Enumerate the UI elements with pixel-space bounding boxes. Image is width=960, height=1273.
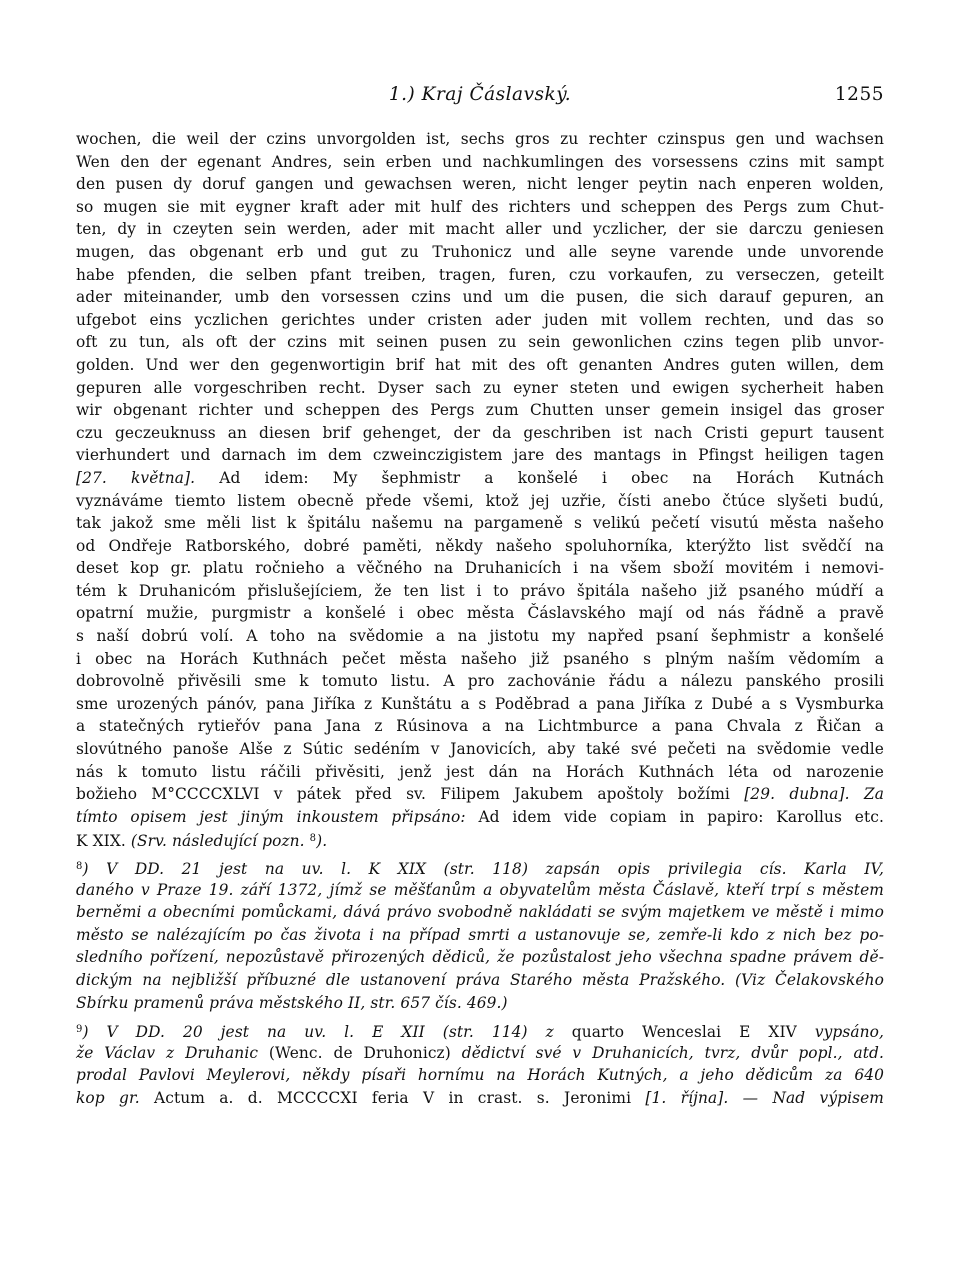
text-run: habe pfenden, die selben pfant treiben, tragen, furen, czu vorkaufen, zu verseczen, geteilt <box>76 265 884 284</box>
text-run: vierhundert und darnach im dem czweinczigistem jare des mantags in Pfingst heiligen tagen <box>76 446 884 465</box>
running-title: 1.) Kraj Čáslavský. <box>388 84 572 105</box>
footnote-mark: 8 <box>76 861 83 872</box>
text-run: oft zu tun, als oft der czins mit seinen pusen zu sein gewonlichen czins tegen plib unvor- <box>76 333 884 352</box>
text-line <box>76 761 884 784</box>
running-header <box>76 84 884 112</box>
text-line <box>76 557 884 580</box>
footnote-line <box>76 1019 884 1042</box>
text-line <box>76 738 884 761</box>
text-run: a statečných rytieřóv pana Jana z Rúsinova a na Lichtmburce a pana Chvala z Řičan a <box>76 717 884 736</box>
text-run: ader miteinander, umb den vorsessen czins und um die pusen, die sich darauf gepuren, an <box>76 288 884 307</box>
text-run: wochen, die weil der czins unvorgolden ist, sechs gros zu rechter czinspus gen und wachsen <box>76 130 884 148</box>
text-line <box>76 806 884 829</box>
text-run: tém k Druhanicóm přislušejíciem, že ten list i to právo špitála našeho již psaného múdří a <box>76 581 884 600</box>
text-run: so mugen sie mit eygner kraft ader mit hulf des richters und scheppen des Pergs zum Chut- <box>76 197 884 216</box>
text-run: Ad idem vide copiam in papiro: Karollus etc. <box>465 807 884 826</box>
footnote-mark: 9 <box>76 1024 83 1036</box>
text-line <box>76 648 884 671</box>
italic-run: daného v Praze 19. září 1372, jímž se měšťanům a obyvatelům města Čáslavě, kteří trpí s městem <box>76 880 884 899</box>
document-page <box>76 84 884 1110</box>
footnote-line <box>76 879 884 902</box>
text-run: Wen den der egenant Andres, sein erben und nachkumlingen des vorsessens czins mit sampt <box>76 152 884 171</box>
italic-run: berněmi a obecními pomůckami, dává právo svobodně nakládati se svým majetkem ve městě i mimo <box>76 903 884 922</box>
footnote-line <box>76 969 884 992</box>
text-line <box>76 399 884 422</box>
text-line <box>76 354 884 377</box>
text-run: mugen, das obgenant erb und gut zu Truhonicz und alle seyne varende unde unvorende <box>76 242 884 261</box>
text-run: tak jakož sme měli list k špitálu našemu na pargameně s velikú pečetí visutú města našeho <box>76 514 884 533</box>
text-run: Actum a. d. MCCCCXI feria V in crast. s. Jeronimi <box>139 1088 646 1107</box>
text-line <box>76 128 884 151</box>
text-run: quarto Wenceslai E XIV <box>553 1023 815 1042</box>
text-run: i obec na Horách Kuthnách pečet města našeho již psaného s plným naším vědomím a <box>76 649 884 668</box>
italic-run: tímto opisem jest jiným inkoustem připsáno: <box>76 807 466 826</box>
text-line <box>76 580 884 603</box>
text-run: K XIX. <box>76 832 131 851</box>
text-line <box>76 715 884 738</box>
italic-run: město se nalézajícím po čas života i na případ smrti a ustanovuje se, zemře-li kdo z nich bez po- <box>76 925 884 944</box>
text-run: vyznáváme tiemto listem obecně přede všemi, ktož jej uzřie, čísti anebo čtúce slyšeti budú, <box>76 491 884 510</box>
text-line <box>76 309 884 332</box>
text-line <box>76 512 884 535</box>
text-line <box>76 444 884 467</box>
italic-run: [27. května]. <box>76 468 196 487</box>
text-line <box>76 173 884 196</box>
text-line <box>76 625 884 648</box>
text-line <box>76 490 884 513</box>
text-run: sme urozených pánóv, pana Jiříka z Kunštátu a s Poděbrad a pana Jiříka z Dubé a s Vysmburka <box>76 694 884 713</box>
text-line <box>76 467 884 490</box>
text-line <box>76 422 884 445</box>
italic-run: dědictví své v Druhanicích, tvrz, dvůr popl., atd. <box>461 1043 884 1062</box>
footnote-line <box>76 992 884 1015</box>
text-run: slovútného panoše Alše z Sútic sedéním v Janovicích, aby také své pečeti na svědomie vedle <box>76 740 884 759</box>
italic-run: vypsáno, <box>814 1023 884 1042</box>
text-run: (Wenc. de Druhonicz) <box>258 1043 462 1062</box>
text-run: ten, dy in czeyten sein werden, ader mit macht aller und yczlicher, der sie darczu geniesen <box>76 220 884 239</box>
text-line <box>76 151 884 174</box>
italic-run: [29. dubna]. Za <box>744 785 884 804</box>
text-line <box>76 535 884 558</box>
text-run: ufgebot eins yczlichen gerichtes under cristen ader juden mit vollem rechten, und das so <box>76 310 884 329</box>
text-run: deset kop gr. platu ročnieho a věčného na Druhanicích i na všem sboží movitém i nemovi- <box>76 559 884 578</box>
text-run: Ad idem: My šephmistr a konšelé i obec na Horách Kutnách <box>195 468 884 487</box>
text-line <box>76 377 884 400</box>
text-run: opatrní mužie, purgmistr a konšelé i obec města Čáslavského mají od nás řádně a pravě <box>76 604 884 623</box>
text-line <box>76 670 884 693</box>
text-run: golden. Und wer den gegenwortigin brif hat mit des oft genanten Andres guten willen, dem <box>76 355 884 374</box>
footnote-line <box>76 1064 884 1087</box>
italic-run: ). <box>316 832 328 851</box>
text-line <box>76 196 884 219</box>
text-run: czu geczeuknuss an diesen brif gehenget, der da geschriben ist nach Cristi gepurt tausent <box>76 423 884 442</box>
text-line <box>76 602 884 625</box>
body-text <box>76 128 884 1110</box>
italic-run: [1. října]. — Nad výpisem <box>645 1088 884 1107</box>
italic-run: že Václav z Druhanic <box>76 1043 259 1062</box>
text-run: od Ondřeje Ratborského, dobré paměti, někdy našeho spoluhorníka, kterýžto list svědčí na <box>76 536 884 555</box>
text-run: božieho M°CCCCXLVI v pátek před sv. Filipem Jakubem apoštoly božími <box>76 785 745 804</box>
text-run: wir obgenant richter und scheppen des Pergs zum Chutten unser gemein insigel das groser <box>76 401 884 420</box>
italic-run: prodal Pavlovi Meylerovi, někdy písaři hornímu na Horách Kutných, a jeho dědicům za 640 <box>76 1066 884 1085</box>
text-line <box>76 218 884 241</box>
text-line <box>76 286 884 309</box>
footnote-line <box>76 946 884 969</box>
text-line <box>76 828 884 851</box>
italic-run: Sbírku pramenů práva městského II, str. 657 čís. 469.) <box>76 993 508 1012</box>
text-run: gepuren alle vorgeschriben recht. Dyser sach zu eyner steten und ewigen sycherheit haben <box>76 378 884 397</box>
italic-run: (Srv. následující pozn. <box>130 832 310 851</box>
text-run: nás k tomuto listu ráčili přivěsiti, jenž jest dán na Horách Kuthnách léta od narozenie <box>76 762 884 781</box>
text-run: den pusen dy doruf gangen und gewachsen weren, nicht lenger peytin nach enperen wolden, <box>76 175 884 194</box>
footnote-line <box>76 1087 884 1110</box>
text-line <box>76 264 884 287</box>
page-number: 1255 <box>834 84 884 105</box>
italic-run: ) V DD. 21 jest na uv. l. K XIX (str. 118) zapsán opis privilegia cís. Karla IV, <box>82 860 884 878</box>
text-line <box>76 693 884 716</box>
text-run: dobrovolně přivěsili sme k tomuto listu. A pro zachovánie řádu a nálezu panského prosili <box>76 672 884 691</box>
text-line <box>76 783 884 806</box>
italic-run: ) V DD. 20 jest na uv. l. E XII (str. 114) z <box>82 1023 554 1042</box>
italic-run: kop gr. <box>76 1088 140 1107</box>
text-line <box>76 241 884 264</box>
footnote-line <box>76 901 884 924</box>
footnote-line <box>76 1042 884 1065</box>
italic-run: sledního pořízení, nepozůstavě přirozených dědiců, že pozůstalost jeho všechna spadne právem dě- <box>76 948 884 967</box>
text-run: s naší dobrú volí. A toho na svědomie a na jistotu my napřed psaní šephmistr a konšelé <box>76 627 884 646</box>
italic-run: dickým na nejbližší příbuzné dle ustanovení práva Starého města Pražského. (Viz Čelakovského <box>76 970 884 989</box>
text-line <box>76 331 884 354</box>
footnote-line <box>76 856 884 879</box>
footnote-line <box>76 924 884 947</box>
footnote-mark: 8 <box>309 833 317 845</box>
